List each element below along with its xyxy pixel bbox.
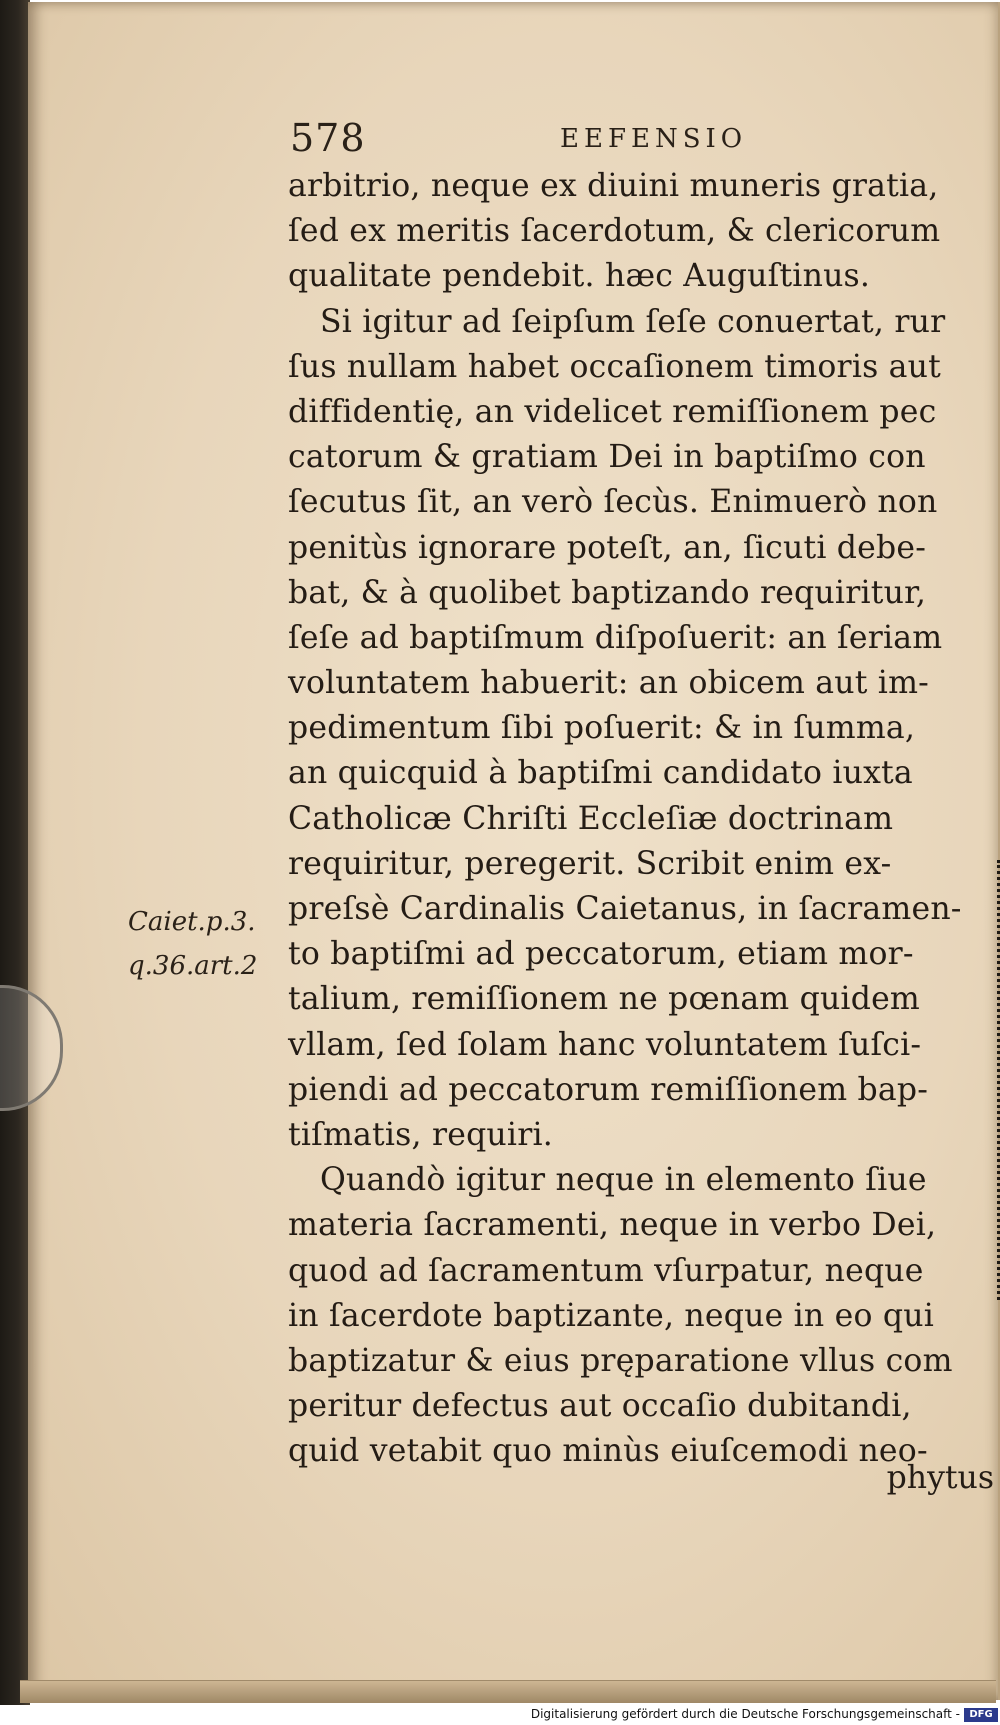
- marginal-note: [128, 900, 288, 988]
- running-title: EEFENSIO: [560, 124, 748, 154]
- text-line: materia ſacramenti, neque in verbo Dei,: [288, 1207, 937, 1244]
- text-line: diffidentię, an videlicet remiſſionem pec: [288, 393, 937, 430]
- text-line: preſsè Cardinalis Caietanus, in ſacramen-: [288, 891, 962, 927]
- text-line: catorum & gratiam Dei in baptiſmo con: [288, 439, 926, 476]
- text-line: ſecutus ſit, an verò ſecùs. Enimuerò non: [288, 484, 938, 521]
- text-line: qualitate pendebit. hæc Auguſtinus.: [288, 258, 871, 295]
- text-line: an quicquid à baptiſmi candidato iuxta: [288, 755, 913, 792]
- catchword: phytus: [886, 1460, 994, 1496]
- text-line: requiritur, peregerit. Scribit enim ex-: [288, 845, 892, 882]
- digitization-footer: [0, 1706, 1000, 1725]
- text-line: voluntatem habuerit: an obicem aut im-: [288, 665, 929, 702]
- text-line: bat, & à quolibet baptizando requiritur,: [288, 574, 927, 611]
- book-binding-edge: [0, 0, 30, 1705]
- text-line: piendi ad peccatorum remiſſionem bap-: [288, 1071, 929, 1108]
- text-line: ſed ex meritis ſacerdotum, & clericorum: [288, 213, 941, 250]
- page-bottom-edge: [20, 1680, 996, 1703]
- text-line: tiſmatis, requiri.: [288, 1116, 553, 1153]
- funding-credit: Digitalisierung gefördert durch die Deutsche Forschungsgemeinschaft -: [530, 1707, 960, 1721]
- text-line: ſus nullam habet occaſionem timoris aut: [288, 348, 941, 385]
- text-line: quid vetabit quo minùs eiuſcemodi neo-: [288, 1433, 928, 1470]
- body-text: [288, 164, 978, 1474]
- marginal-note-line: Caiet.p.3.: [128, 907, 256, 937]
- text-line: Si igitur ad ſeipſum ſeſe conuertat, rur: [320, 303, 946, 340]
- text-line: arbitrio, neque ex diuini muneris gratia,: [288, 168, 939, 204]
- text-line: vllam, ſed ſolam hanc voluntatem ſuſci-: [288, 1026, 922, 1063]
- right-edge-marks: [989, 860, 1000, 1300]
- text-line: baptizatur & eius pręparatione vllus com: [288, 1342, 953, 1379]
- text-line: penitùs ignorare poteſt, an, ſicuti debe-: [288, 529, 927, 566]
- text-line: quod ad ſacramentum vſurpatur, neque: [288, 1252, 924, 1289]
- text-line: peritur defectus aut occaſio dubitandi,: [288, 1388, 912, 1425]
- page-header: [290, 116, 910, 166]
- marginal-note-line: q.36.art.2: [128, 951, 258, 981]
- page-number: 578: [290, 116, 366, 160]
- text-line: talium, remiſſionem ne pœnam quidem: [288, 981, 920, 1018]
- text-line: in ſacerdote baptizante, neque in eo qui: [288, 1297, 934, 1334]
- text-line: pedimentum ſibi poſuerit: & in ſumma,: [288, 710, 916, 747]
- dfg-logo: DFG: [964, 1708, 998, 1722]
- text-line: Quandò igitur neque in elemento ſiue: [320, 1162, 927, 1199]
- text-line: ſeſe ad baptiſmum diſpoſuerit: an ſeriam: [288, 619, 943, 656]
- text-line: to baptiſmi ad peccatorum, etiam mor-: [288, 936, 914, 973]
- text-line: Catholicæ Chriſti Eccleſiæ doctrinam: [288, 800, 894, 837]
